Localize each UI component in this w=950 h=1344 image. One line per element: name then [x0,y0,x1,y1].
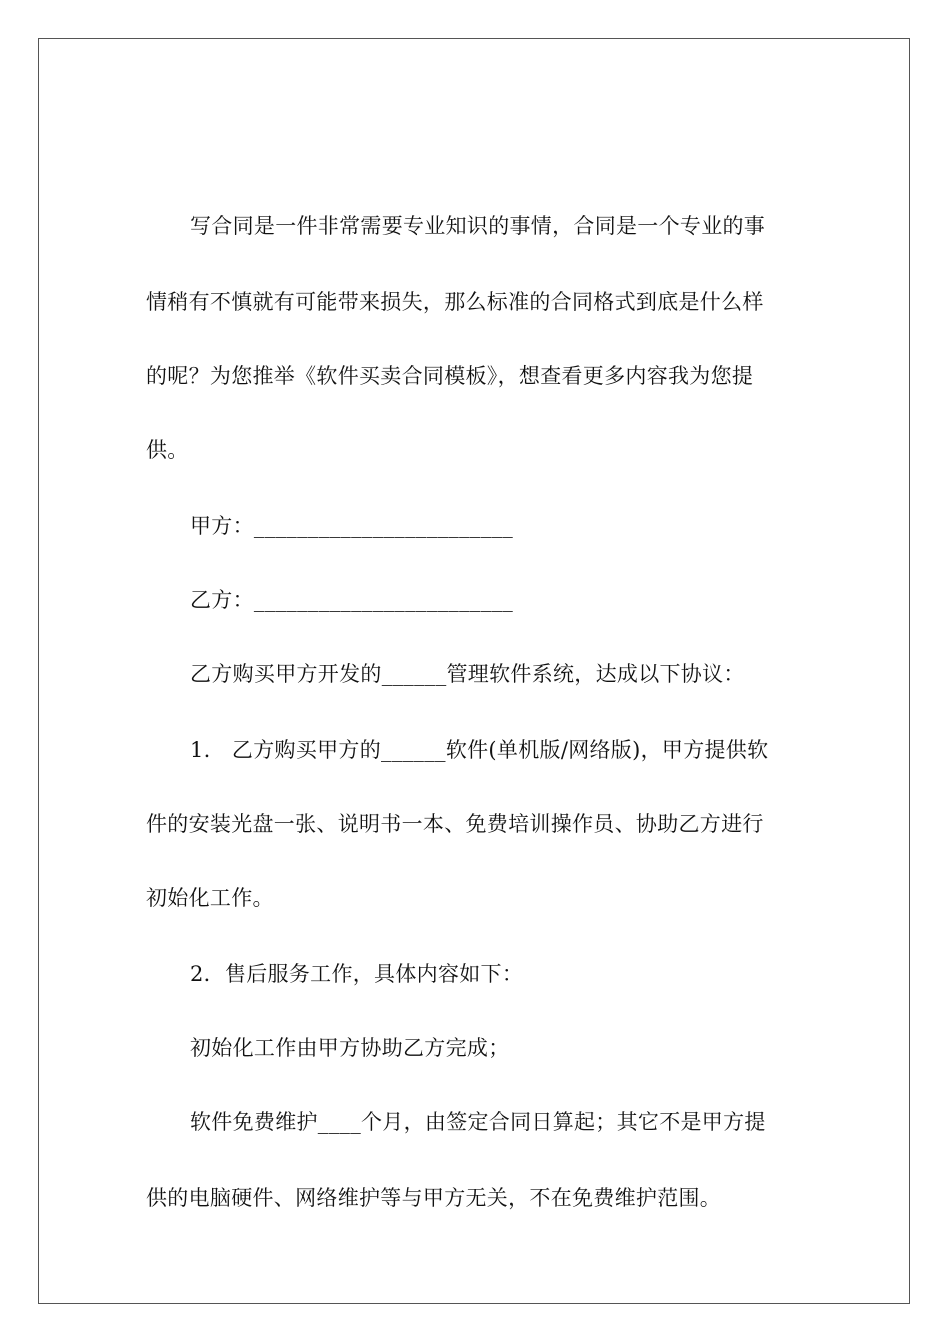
intro-line-2: 情稍有不慎就有可能带来损失，那么标准的合同格式到底是什么样 [146,290,764,314]
clause-2-item-2-line-1: 软件免费维护____个月，由签定合同日算起；其它不是甲方提 [190,1110,766,1134]
clause-2-item-1: 初始化工作由甲方协助乙方完成； [190,1036,510,1060]
party-a-field: 甲方：________________________ [190,514,514,538]
party-b-field: 乙方：________________________ [190,588,514,612]
intro-line-1: 写合同是一件非常需要专业知识的事情，合同是一个专业的事 [190,214,766,238]
intro-line-3: 的呢？为您推举《软件买卖合同模板》，想查看更多内容我为您提 [146,364,754,388]
agreement-intro: 乙方购买甲方开发的______管理软件系统，达成以下协议： [190,662,745,686]
clause-2-item-2-line-2: 供的电脑硬件、网络维护等与甲方无关，不在免费维护范围。 [146,1186,722,1210]
clause-2-heading: 2．售后服务工作，具体内容如下： [190,962,524,986]
intro-line-4: 供。 [146,438,189,462]
clause-1-line-2: 件的安装光盘一张、说明书一本、免费培训操作员、协助乙方进行 [146,812,764,836]
clause-1-line-1: 1. 乙方购买甲方的______软件(单机版/网络版)，甲方提供软 [190,738,769,762]
clause-1-line-3: 初始化工作。 [146,886,274,910]
